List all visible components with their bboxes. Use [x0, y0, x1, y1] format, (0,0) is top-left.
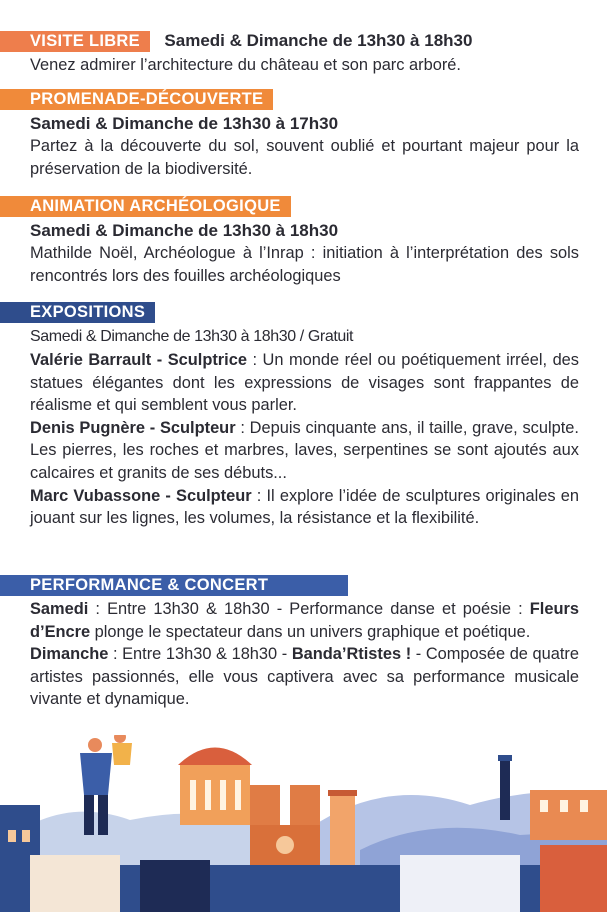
visite-libre-section — [30, 30, 579, 77]
performance-samedi — [30, 598, 579, 643]
artist-name: Denis Pugnère - Sculpteur — [30, 418, 236, 437]
performance-header: PERFORMANCE & CONCERT — [30, 575, 348, 596]
artist-desc: : Un monde réel ou poétiquement irréel, des statues élégantes dont les expressions de visages sont frappantes de réalisme et qui semblent vous parler. — [30, 351, 579, 415]
samedi-label: Samedi — [30, 600, 89, 618]
city-illustration — [0, 735, 607, 912]
samedi-time: : Entre 13h30 & 18h30 — [88, 600, 270, 618]
artist-desc: : Il explore l’idée de sculptures originales en jouant sur les lignes, les volumes, la résistance et la flexibilité. — [30, 486, 579, 528]
artist-valerie — [30, 349, 579, 417]
samedi-group: Fleurs d’Encre — [30, 600, 579, 641]
artist-marc — [30, 485, 579, 530]
promenade-text: Partez à la découverte du sol, souvent oublié et pourtant majeur pour la préservation de la biodiversité. — [30, 137, 579, 178]
artist-denis — [30, 417, 579, 485]
visite-libre-schedule: Samedi & Dimanche de 13h30 à 18h30 — [164, 31, 473, 50]
promenade-header: PROMENADE-DÉCOUVERTE — [30, 89, 273, 110]
performance-dimanche — [30, 643, 579, 711]
expositions-schedule-line — [30, 326, 579, 348]
expositions-price: / Gratuit — [295, 328, 354, 345]
samedi-desc: - Performance danse et poésie : — [269, 600, 523, 618]
expositions-header: EXPOSITIONS — [30, 302, 155, 323]
artist-desc: : Depuis cinquante ans, il taille, grave, sculpte. Les pierres, les roches et marbres, laves, serpentines se sont ajoutés aux calcaires et granits de ses débuts... — [30, 418, 579, 482]
animation-schedule: Samedi & Dimanche de 13h30 à 18h30 — [30, 221, 339, 240]
samedi-group-desc: plonge le spectateur dans un univers graphique et poétique. — [90, 622, 531, 641]
animation-section — [30, 196, 579, 287]
dimanche-label: Dimanche — [30, 645, 109, 664]
animation-header: ANIMATION ARCHÉOLOGIQUE — [30, 196, 291, 217]
dimanche-group: Banda’Rtistes ! — [291, 645, 412, 664]
expositions-schedule: Samedi & Dimanche de 13h30 à 18h30 — [30, 328, 296, 345]
animation-text: Mathilde Noël, Archéologue à l’Inrap : initiation à l’interprétation des sols rencontrés lors des fouilles archéologiques — [30, 244, 579, 285]
visite-libre-text: Venez admirer l’architecture du château et son parc arboré. — [30, 56, 461, 74]
dimanche-time: : Entre 13h30 & 18h30 - — [108, 645, 292, 664]
performance-section — [30, 575, 579, 711]
visite-libre-header: VISITE LIBRE — [30, 31, 150, 52]
artist-name: Valérie Barrault - Sculptrice — [30, 351, 247, 369]
artist-name: Marc Vubassone - Sculpteur — [30, 486, 252, 505]
expositions-section — [30, 302, 579, 530]
promenade-section — [30, 89, 579, 180]
dimanche-desc: - Composée de quatre artistes passionnés, elle vous captivera avec sa performance musicale vivante et dynamique. — [30, 645, 579, 709]
promenade-schedule: Samedi & Dimanche de 13h30 à 17h30 — [30, 114, 339, 133]
